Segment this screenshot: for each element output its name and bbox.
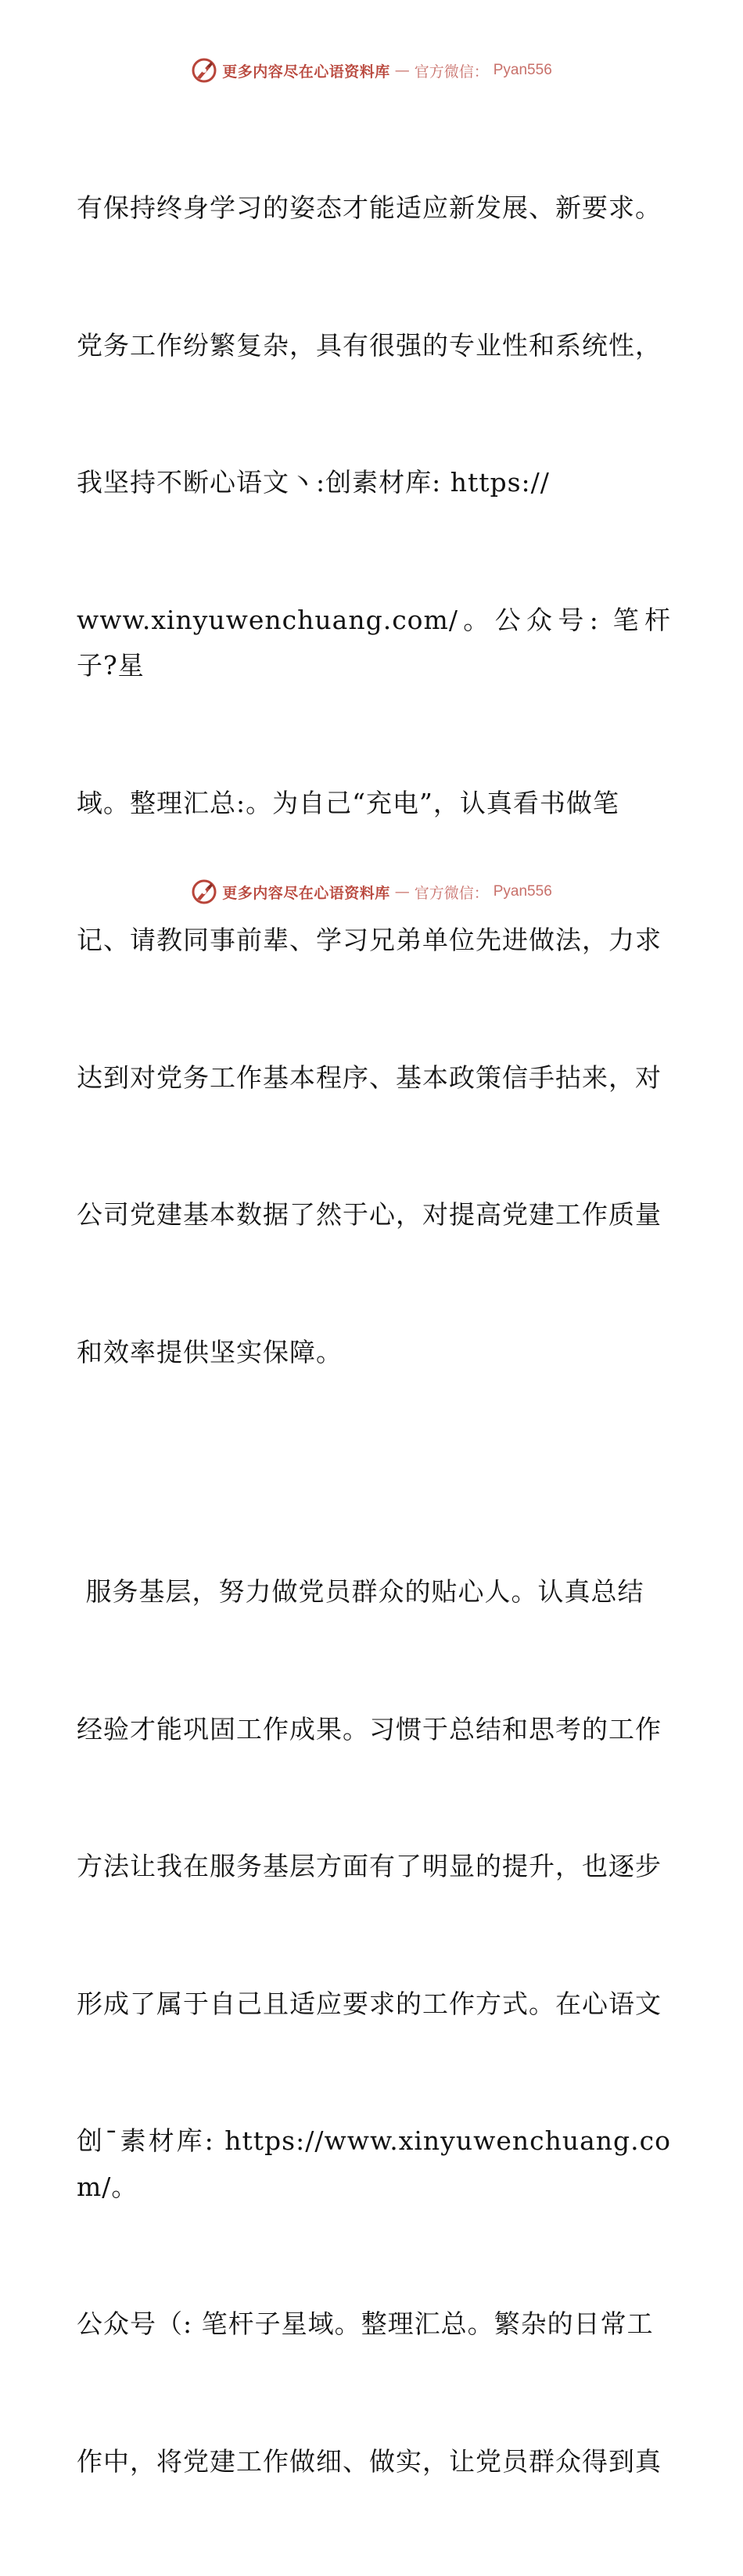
header-wechat-id: Pyan556 xyxy=(493,62,552,78)
header-official-label: 官方微信： xyxy=(414,63,489,81)
footer-official-label: 官方微信： xyxy=(414,884,489,902)
document-body xyxy=(77,94,671,2576)
paragraph-1 xyxy=(77,94,671,1467)
header-brand-text: 更多内容尽在心语资料库 xyxy=(222,63,390,81)
text-line: 形成了属于自己且适应要求的工作方式。在心语文 xyxy=(77,1988,662,2019)
header-banner xyxy=(0,55,743,86)
text-line: 方法让我在服务基层方面有了明显的提升，也逐步 xyxy=(77,1851,662,1881)
text-line: 公众号（: 笔杆子星域。整理汇总。繁杂的日常工 xyxy=(77,2308,654,2339)
text-line: 达到对党务工作基本程序、基本政策信手拈来，对 xyxy=(77,1062,662,1093)
text-line: 经验才能巩固工作成果。习惯于总结和思考的工作 xyxy=(77,1713,662,1744)
text-line: 我坚持不断心语文丶:创素材库: https:// xyxy=(77,467,550,498)
paragraph-2 xyxy=(77,1478,671,2576)
text-line: 记、请教同事前辈、学习兄弟单位先进做法，力求 xyxy=(77,925,662,955)
text-line: www.xinyuwenchuang.com/。公众号: 笔杆子?星 xyxy=(77,604,671,681)
text-line: 服务基层，努力做党员群众的贴心人。认真总结 xyxy=(77,1576,644,1607)
header-separator: — xyxy=(394,62,410,79)
pen-logo-icon xyxy=(191,57,217,84)
pen-logo-icon xyxy=(191,878,217,905)
text-line: 创¯素材库: https://www.xinyuwenchuang.com/。 xyxy=(77,2125,671,2202)
text-line: 有保持终身学习的姿态才能适应新发展、新要求。 xyxy=(77,192,662,223)
footer-brand-text: 更多内容尽在心语资料库 xyxy=(222,884,390,902)
text-line: 党务工作纷繁复杂，具有很强的专业性和系统性， xyxy=(77,329,662,361)
footer-banner xyxy=(0,876,743,907)
text-line: 作中，将党建工作做细、做实，让党员群众得到真 xyxy=(77,2445,662,2477)
footer-separator: — xyxy=(394,883,410,900)
footer-wechat-id: Pyan556 xyxy=(493,883,552,900)
text-line: 公司党建基本数据了然于心，对提高党建工作质量 xyxy=(77,1199,662,1230)
text-line: 和效率提供坚实保障。 xyxy=(77,1336,343,1367)
text-line: 域。整理汇总:。为自己“充电”，认真看书做笔 xyxy=(77,787,619,818)
